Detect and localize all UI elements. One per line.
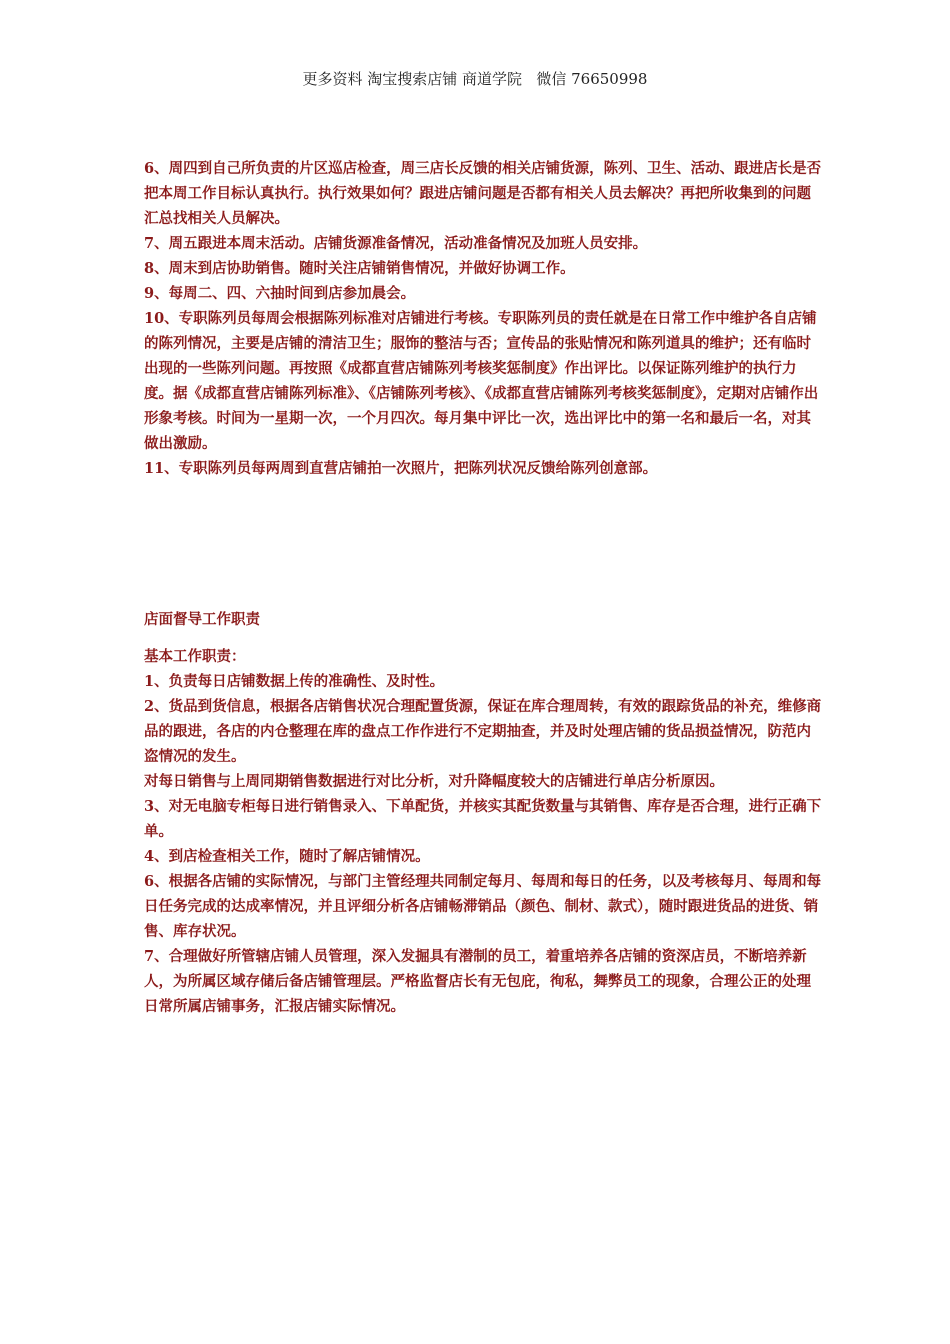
section-subtitle: 基本工作职责：: [144, 648, 246, 665]
paragraph: 6、根据各店铺的实际情况，与部门主管经理共同制定每月、每周和每日的任务，以及考核每月、每周和每日任务完成的达成率情况，并且评细分析各店铺畅滞销品（颜色、制材、款式），随时跟进货品的进货、销售、库存状况。: [144, 873, 822, 940]
paragraph: 9、每周二、四、六抽时间到店参加晨会。: [144, 285, 416, 302]
paragraph: 8、周末到店协助销售。随时关注店铺销售情况，并做好协调工作。: [144, 260, 575, 277]
section-supervisor-duties: [144, 607, 824, 1019]
paragraph: 7、合理做好所管辖店铺人员管理，深入发掘具有潜制的员工，着重培养各店铺的资深店员，不断培养新人，为所属区域存储后备店铺管理层。严格监督店长有无包庇，徇私，舞弊员工的现象，合理公正的处理日常所属店铺事务，汇报店铺实际情况。: [144, 948, 811, 1015]
paragraph: 1、负责每日店铺数据上传的准确性、及时性。: [144, 673, 445, 690]
paragraph: 3、对无电脑专柜每日进行销售录入、下单配货，并核实其配货数量与其销售、库存是否合理，进行正确下单。: [144, 798, 822, 840]
paragraph: 6、周四到自己所负责的片区巡店检查，周三店长反馈的相关店铺货源，陈列、卫生、活动、跟进店长是否把本周工作目标认真执行。执行效果如何？跟进店铺问题是否都有相关人员去解决？再把所收集到的问题汇总找相关人员解决。: [144, 160, 822, 227]
paragraph: 10、专职陈列员每周会根据陈列标准对店铺进行考核。专职陈列员的责任就是在日常工作中维护各自店铺的陈列情况，主要是店铺的清洁卫生；服饰的整洁与否；宣传品的张贴情况和陈列道具的维护；还有临时出现的一些陈列问题。再按照《成都直营店铺陈列考核奖惩制度》作出评比。以保证陈列维护的执行力度。据《成都直营店铺陈列标准》、《店铺陈列考核》、《成都直营店铺陈列考核奖惩制度》，定期对店铺作出形象考核。时间为一星期一次，一个月四次。每月集中评比一次，选出评比中的第一名和最后一名，对其做出激励。: [144, 310, 819, 452]
section-title: 店面督导工作职责: [144, 611, 260, 628]
section-weekly-tasks: [144, 156, 824, 481]
page-header: 更多资料 淘宝搜索店铺 商道学院 微信 76650998: [302, 70, 648, 88]
paragraph: 对每日销售与上周同期销售数据进行对比分析，对升降幅度较大的店铺进行单店分析原因。: [144, 773, 724, 790]
paragraph: 4、到店检查相关工作，随时了解店铺情况。: [144, 848, 430, 865]
paragraph: 2、货品到货信息，根据各店销售状况合理配置货源，保证在库合理周转，有效的跟踪货品的补充，维修商品的跟进，各店的内仓整理在库的盘点工作作进行不定期抽查，并及时处理店铺的货品损益情况，防范内盗情况的发生。: [144, 698, 822, 765]
paragraph: 11、专职陈列员每两周到直营店铺拍一次照片，把陈列状况反馈给陈列创意部。: [144, 460, 658, 477]
paragraph: 7、周五跟进本周末活动。店铺货源准备情况，活动准备情况及加班人员安排。: [144, 235, 648, 252]
